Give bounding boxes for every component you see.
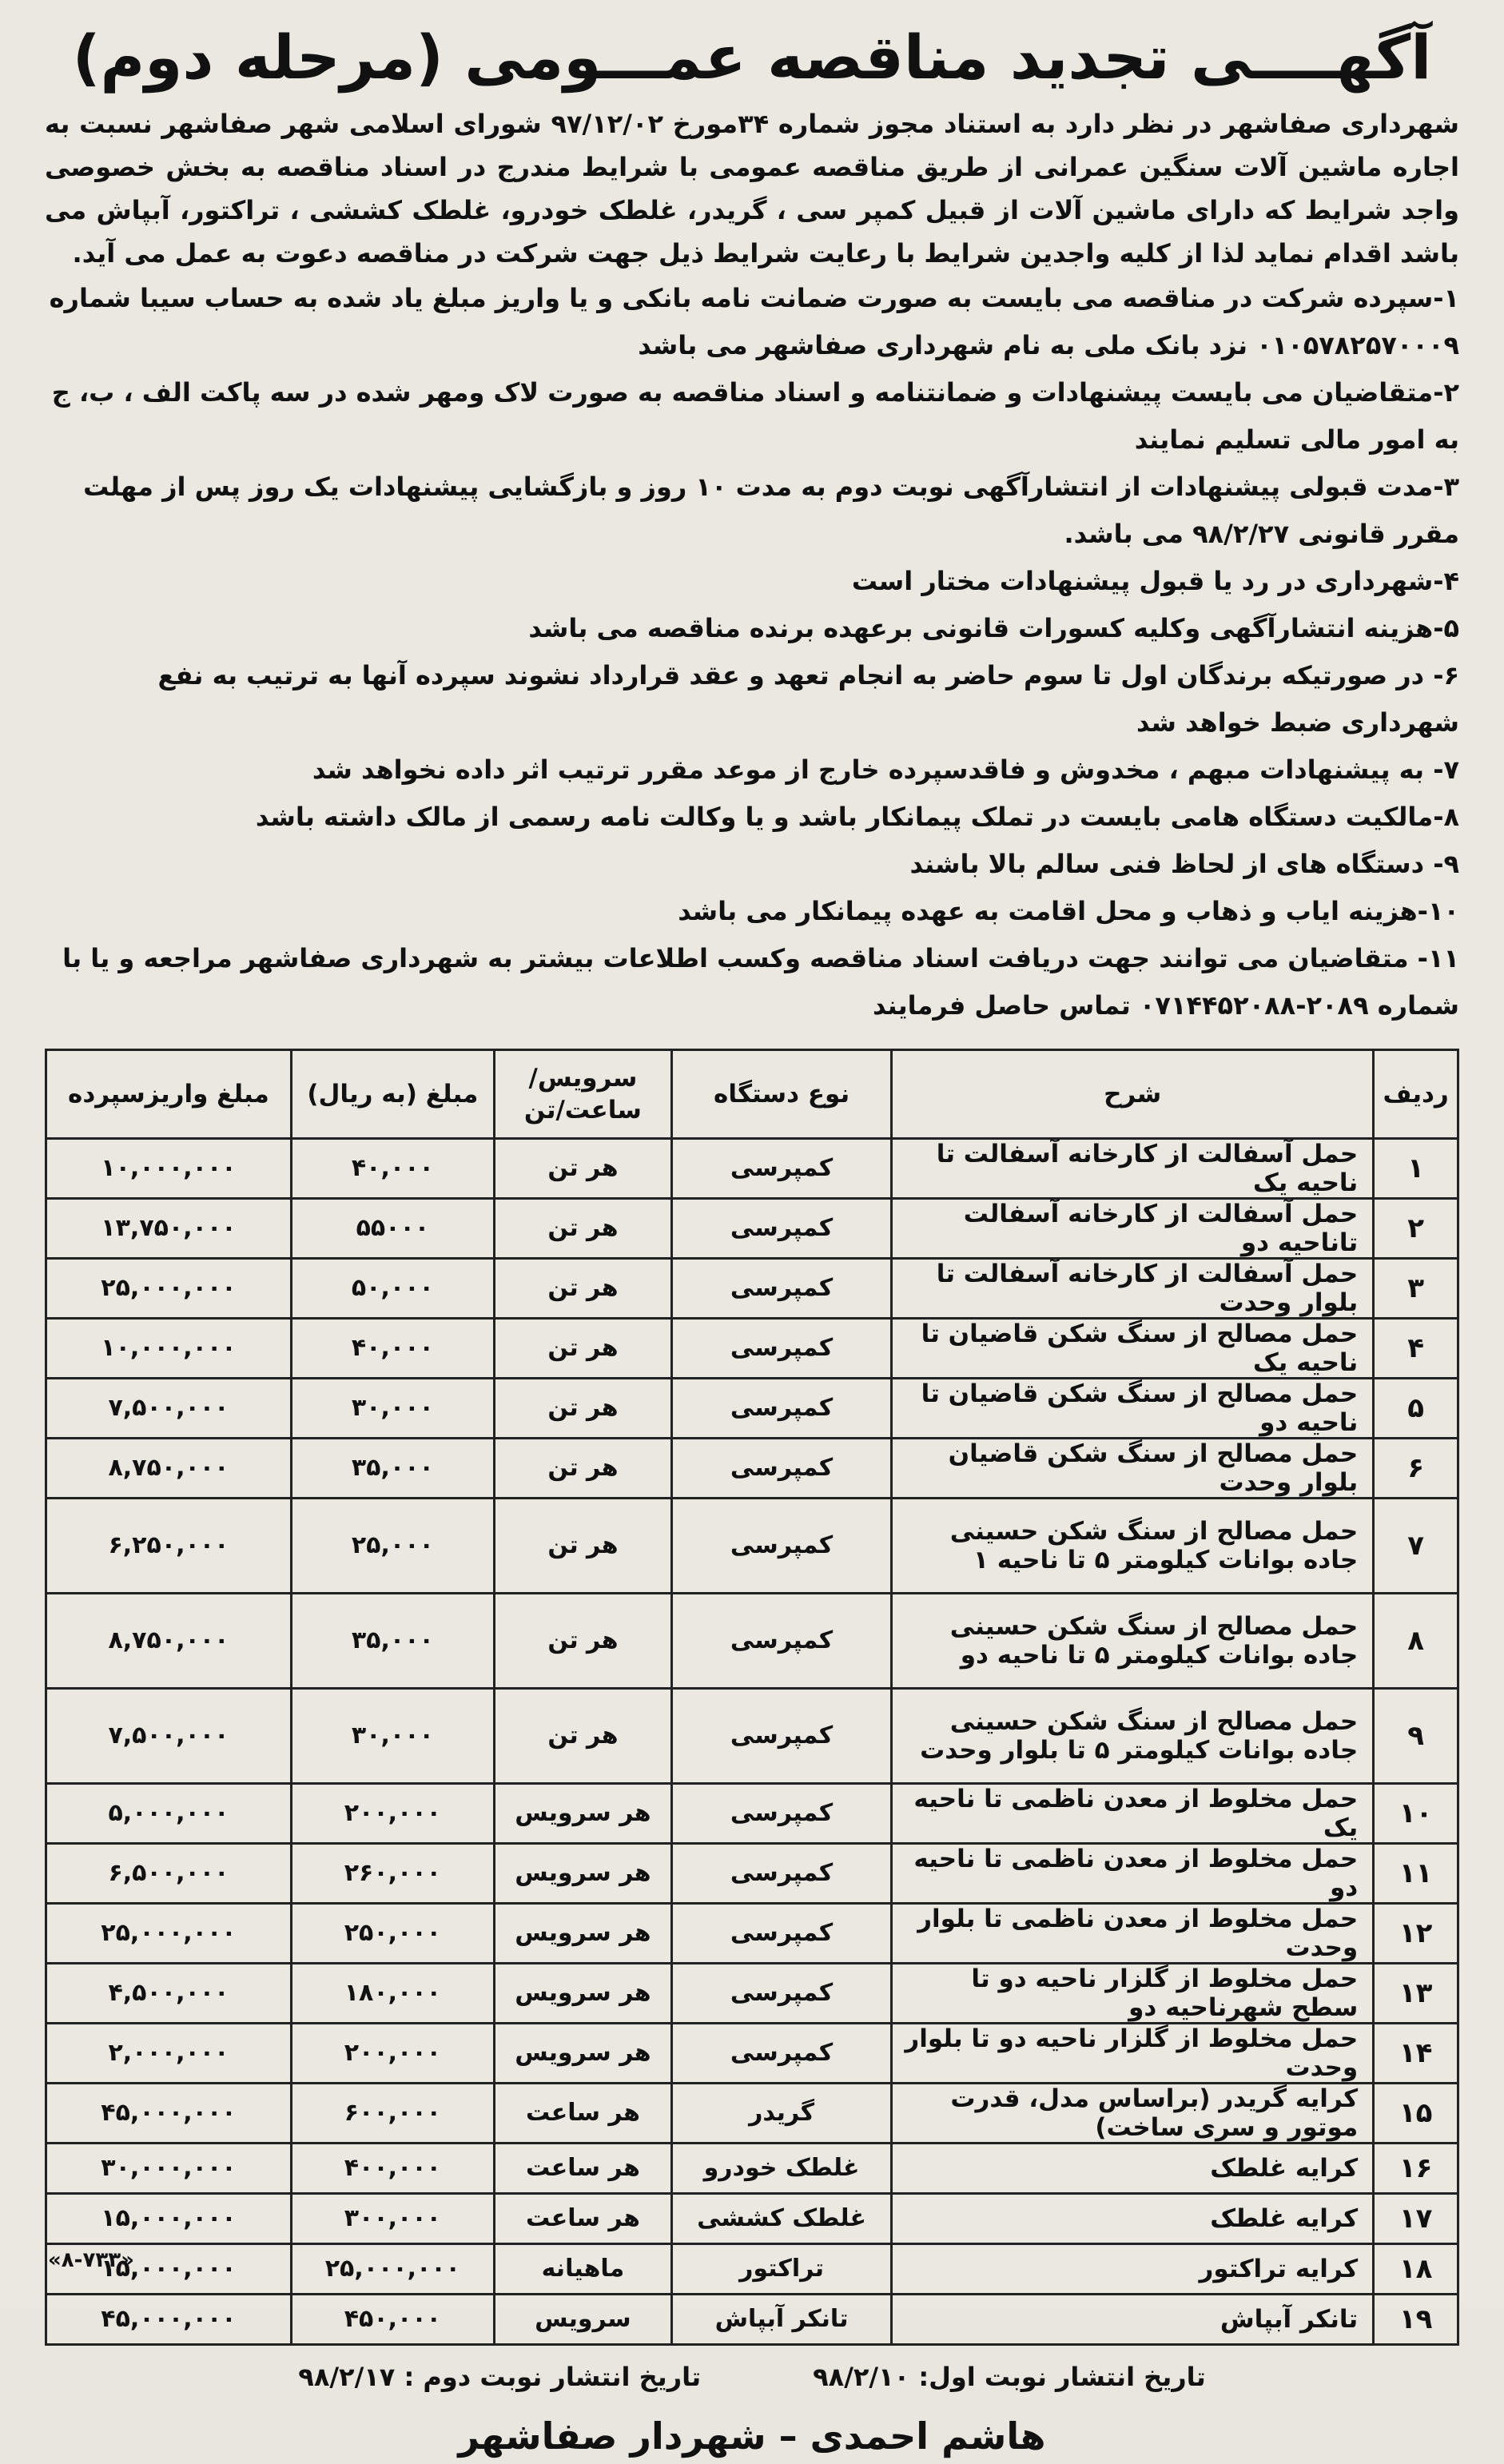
cell-unit: هر تن: [494, 1689, 671, 1784]
cell-price: ۲۵۰,۰۰۰: [291, 1904, 494, 1964]
cell-unit: هر تن: [494, 1319, 671, 1379]
header-deposit: مبلغ واریزسپرده: [46, 1050, 292, 1139]
cell-device-type: کمپرسی: [672, 1784, 892, 1844]
table-row: [46, 2084, 1458, 2144]
cell-device-type: کمپرسی: [672, 1259, 892, 1319]
cell-row-number: ۱۵: [1374, 2084, 1458, 2144]
cell-device-type: کمپرسی: [672, 1964, 892, 2024]
cell-description: حمل مخلوط از گلزار ناحیه دو تا سطح شهرناحیه دو: [892, 1964, 1374, 2024]
cell-row-number: ۹: [1374, 1689, 1458, 1784]
cell-deposit: ۱۵,۰۰۰,۰۰۰: [46, 2244, 292, 2295]
cell-unit: هر تن: [494, 1139, 671, 1199]
table-row: [46, 1689, 1458, 1784]
cell-device-type: کمپرسی: [672, 1199, 892, 1259]
term-item: ۷- به پیشنهادات مبهم ، مخدوش و فاقدسپرده خارج از موعد مقرر ترتیب اثر داده نخواهد شد: [312, 754, 1459, 785]
cell-unit: هر تن: [494, 1379, 671, 1439]
cell-row-number: ۱۳: [1374, 1964, 1458, 2024]
second-publication-date: تاریخ انتشار نوبت دوم : ۹۸/۲/۱۷: [298, 2362, 702, 2392]
table-row: [46, 1499, 1458, 1594]
cell-price: ۳۰,۰۰۰: [291, 1379, 494, 1439]
table-row: [46, 1594, 1458, 1689]
header-price: مبلغ (به ریال): [291, 1050, 494, 1139]
cell-unit: هر تن: [494, 1594, 671, 1689]
table-row: [46, 1784, 1458, 1844]
cell-deposit: ۶,۲۵۰,۰۰۰: [46, 1499, 292, 1594]
cell-deposit: ۱۰,۰۰۰,۰۰۰: [46, 1319, 292, 1379]
cell-price: ۴۰,۰۰۰: [291, 1319, 494, 1379]
cell-unit: هر تن: [494, 1439, 671, 1499]
header-row-number: ردیف: [1374, 1050, 1458, 1139]
cell-description: کرایه گریدر (براساس مدل، قدرت موتور و سری ساخت): [892, 2084, 1374, 2144]
cell-unit: هر سرویس: [494, 1844, 671, 1904]
cell-deposit: ۵,۰۰۰,۰۰۰: [46, 1784, 292, 1844]
cell-unit: هر ساعت: [494, 2194, 671, 2244]
cell-deposit: ۷,۵۰۰,۰۰۰: [46, 1689, 292, 1784]
cell-row-number: ۱۴: [1374, 2024, 1458, 2084]
term-item: ۱۰-هزینه ایاب و ذهاب و محل اقامت به عهده پیمانکار می باشد: [678, 896, 1459, 926]
table-row: [46, 1964, 1458, 2024]
cell-device-type: کمپرسی: [672, 1844, 892, 1904]
table-row: [46, 1319, 1458, 1379]
cell-row-number: ۲: [1374, 1199, 1458, 1259]
cell-row-number: ۱۱: [1374, 1844, 1458, 1904]
cell-unit: هر سرویس: [494, 2024, 671, 2084]
cell-unit: هر سرویس: [494, 1904, 671, 1964]
cell-price: ۲۵,۰۰۰,۰۰۰: [291, 2244, 494, 2295]
cell-device-type: کمپرسی: [672, 1319, 892, 1379]
table-row: [46, 2024, 1458, 2084]
cell-deposit: ۱۵,۰۰۰,۰۰۰: [46, 2194, 292, 2244]
cell-unit: ماهیانه: [494, 2244, 671, 2295]
cell-device-type: کمپرسی: [672, 1499, 892, 1594]
cell-description: حمل آسفالت از کارخانه آسفالت تاناحیه دو: [892, 1199, 1374, 1259]
cell-deposit: ۱۳,۷۵۰,۰۰۰: [46, 1199, 292, 1259]
term-item: ۱۱- متقاضیان می توانند جهت دریافت اسناد مناقصه وکسب اطلاعات بیشتر به شهرداری صفاشهر مراجعه و یا با شماره ۲۰۸۹-۰۷۱۴۴۵۲۰۸۸ تماس حاصل فرمایند: [62, 943, 1459, 1021]
cell-row-number: ۱۹: [1374, 2295, 1458, 2345]
cell-device-type: کمپرسی: [672, 1904, 892, 1964]
term-item: ۳-مدت قبولی پیشنهادات از انتشارآگهی نوبت دوم به مدت ۱۰ روز و بازگشایی پیشنهادات یک روز پس از مهلت مقرر قانونی ۹۸/۲/۲۷ می باشد.: [83, 472, 1459, 549]
table-body: [46, 1139, 1458, 2345]
cell-row-number: ۴: [1374, 1319, 1458, 1379]
table-row: [46, 2244, 1458, 2295]
cell-row-number: ۱۲: [1374, 1904, 1458, 1964]
cell-unit: هر تن: [494, 1199, 671, 1259]
cell-deposit: ۱۰,۰۰۰,۰۰۰: [46, 1139, 292, 1199]
cell-row-number: ۸: [1374, 1594, 1458, 1689]
cell-deposit: ۳۰,۰۰۰,۰۰۰: [46, 2144, 292, 2194]
cell-row-number: ۶: [1374, 1439, 1458, 1499]
term-item: ۹- دستگاه های از لحاظ فنی سالم بالا باشند: [909, 849, 1459, 879]
table-row: [46, 2295, 1458, 2345]
cell-description: حمل مصالح از سنگ شکن قاضیان تا ناحیه یک: [892, 1319, 1374, 1379]
table-row: [46, 1139, 1458, 1199]
cell-unit: هر ساعت: [494, 2084, 671, 2144]
cell-device-type: کمپرسی: [672, 1439, 892, 1499]
cell-price: ۴۰۰,۰۰۰: [291, 2144, 494, 2194]
cell-deposit: ۲۵,۰۰۰,۰۰۰: [46, 1904, 292, 1964]
term-item: ۲-متقاضیان می بایست پیشنهادات و ضمانتنامه و اسناد مناقصه به صورت لاک ومهر شده در سه پاکت الف ، ب، ج به امور مالی تسلیم نمایند: [51, 377, 1459, 455]
cell-row-number: ۷: [1374, 1499, 1458, 1594]
cell-description: حمل مخلوط از معدن ناظمی تا بلوار وحدت: [892, 1904, 1374, 1964]
header-device-type: نوع دستگاه: [672, 1050, 892, 1139]
cell-description: حمل آسفالت از کارخانه آسفالت تا بلوار وحدت: [892, 1259, 1374, 1319]
publication-dates: [45, 2357, 1459, 2397]
term-item: ۴-شهرداری در رد یا قبول پیشنهادات مختار است: [851, 566, 1459, 596]
intro-paragraph: شهرداری صفاشهر در نظر دارد به استناد مجوز شماره ۳۴مورخ ۹۷/۱۲/۰۲ شورای اسلامی شهر صفاشهر نسبت به اجاره ماشین آلات سنگین عمرانی از طریق مناقصه عمومی با شرایط مندرج در اسناد مناقصه به بخش خصوصی واجد شرایط که دارای ماشین آلات از قبیل کمپر سی ، گریدر، غلطک خودرو، غلطک کششی ، تراکتور، آبپاش می باشد اقدام نماید لذا از کلیه واجدین شرایط با رعایت شرایط ذیل جهت شرکت در مناقصه دعوت به عمل می آید.: [45, 109, 1460, 269]
cell-deposit: ۴۵,۰۰۰,۰۰۰: [46, 2084, 292, 2144]
table-row: [46, 1259, 1458, 1319]
cell-device-type: غلطک خودرو: [672, 2144, 892, 2194]
term-item: ۱-سپرده شرکت در مناقصه می بایست به صورت ضمانت نامه بانکی و یا واریز مبلغ یاد شده به حساب سیبا شماره ۰۱۰۵۷۸۲۵۷۰۰۰۹ نزد بانک ملی به نام شهرداری صفاشهر می باشد: [49, 283, 1459, 360]
cell-description: حمل مصالح از سنگ شکن حسینی جاده بوانات کیلومتر ۵ تا ناحیه ۱: [892, 1499, 1374, 1594]
header-unit: سرویس/ ساعت/تن: [494, 1050, 671, 1139]
cell-deposit: ۷,۵۰۰,۰۰۰: [46, 1379, 292, 1439]
cell-price: ۴۰,۰۰۰: [291, 1139, 494, 1199]
cell-deposit: ۶,۵۰۰,۰۰۰: [46, 1844, 292, 1904]
cell-price: ۳۰۰,۰۰۰: [291, 2194, 494, 2244]
cell-description: حمل آسفالت از کارخانه آسفالت تا ناحیه یک: [892, 1139, 1374, 1199]
cell-device-type: کمپرسی: [672, 1689, 892, 1784]
cell-price: ۴۵۰,۰۰۰: [291, 2295, 494, 2345]
cell-description: حمل مصالح از سنگ شکن قاضیان بلوار وحدت: [892, 1439, 1374, 1499]
cell-row-number: ۳: [1374, 1259, 1458, 1319]
cell-description: حمل مصالح از سنگ شکن حسینی جاده بوانات کیلومتر ۵ تا بلوار وحدت: [892, 1689, 1374, 1784]
cell-row-number: ۱۶: [1374, 2144, 1458, 2194]
cell-device-type: کمپرسی: [672, 1379, 892, 1439]
cell-price: ۳۵,۰۰۰: [291, 1439, 494, 1499]
cell-description: حمل مخلوط از معدن ناظمی تا ناحیه دو: [892, 1844, 1374, 1904]
cell-description: کرایه غلطک: [892, 2144, 1374, 2194]
notice-code: «۸-۷۳۳»: [48, 2248, 134, 2272]
cell-price: ۵۵۰۰۰: [291, 1199, 494, 1259]
cell-unit: هر سرویس: [494, 1784, 671, 1844]
cell-unit: هر تن: [494, 1259, 671, 1319]
cell-description: حمل مخلوط از گلزار ناحیه دو تا بلوار وحدت: [892, 2024, 1374, 2084]
signature: هاشم احمدی – شهردار صفاشهر: [458, 2414, 1046, 2458]
table-row: [46, 1439, 1458, 1499]
cell-description: حمل مصالح از سنگ شکن حسینی جاده بوانات کیلومتر ۵ تا ناحیه دو: [892, 1594, 1374, 1689]
cell-description: کرایه غلطک: [892, 2194, 1374, 2244]
notice-title: آگهــــی تجدید مناقصه عمـــومی (مرحله دوم): [72, 22, 1432, 93]
cell-deposit: ۸,۷۵۰,۰۰۰: [46, 1439, 292, 1499]
table-row: [46, 2194, 1458, 2244]
cell-device-type: کمپرسی: [672, 1139, 892, 1199]
cell-unit: هر سرویس: [494, 1964, 671, 2024]
cell-price: ۳۵,۰۰۰: [291, 1594, 494, 1689]
cell-description: حمل مصالح از سنگ شکن قاضیان تا ناحیه دو: [892, 1379, 1374, 1439]
cell-device-type: گریدر: [672, 2084, 892, 2144]
cell-device-type: تراکتور: [672, 2244, 892, 2295]
cell-unit: سرویس: [494, 2295, 671, 2345]
term-item: ۵-هزینه انتشارآگهی وکلیه کسورات قانونی برعهده برنده مناقصه می باشد: [528, 613, 1459, 643]
cell-description: کرایه تراکتور: [892, 2244, 1374, 2295]
cell-description: حمل مخلوط از معدن ناظمی تا ناحیه یک: [892, 1784, 1374, 1844]
cell-price: ۲۰۰,۰۰۰: [291, 1784, 494, 1844]
cell-unit: هر تن: [494, 1499, 671, 1594]
table-row: [46, 1379, 1458, 1439]
cell-price: ۱۸۰,۰۰۰: [291, 1964, 494, 2024]
term-item: ۶- در صورتیکه برندگان اول تا سوم حاضر به انجام تعهد و عقد قرارداد نشوند سپرده آنها به ترتیب به نفع شهرداری ضبط خواهد شد: [157, 660, 1459, 738]
cell-deposit: ۴۵,۰۰۰,۰۰۰: [46, 2295, 292, 2345]
header-description: شرح: [892, 1050, 1374, 1139]
cell-row-number: ۱: [1374, 1139, 1458, 1199]
cell-device-type: کمپرسی: [672, 2024, 892, 2084]
table-row: [46, 1844, 1458, 1904]
cell-deposit: ۲۵,۰۰۰,۰۰۰: [46, 1259, 292, 1319]
cell-price: ۲۶۰,۰۰۰: [291, 1844, 494, 1904]
term-item: ۸-مالکیت دستگاه هامی بایست در تملک پیمانکار باشد و یا وکالت نامه رسمی از مالک داشته باشد: [255, 802, 1459, 832]
cell-price: ۵۰,۰۰۰: [291, 1259, 494, 1319]
table-row: [46, 1904, 1458, 1964]
cell-price: ۳۰,۰۰۰: [291, 1689, 494, 1784]
cell-deposit: ۴,۵۰۰,۰۰۰: [46, 1964, 292, 2024]
cell-device-type: غلطک کششی: [672, 2194, 892, 2244]
cell-deposit: ۸,۷۵۰,۰۰۰: [46, 1594, 292, 1689]
cell-row-number: ۵: [1374, 1379, 1458, 1439]
cell-price: ۲۵,۰۰۰: [291, 1499, 494, 1594]
cell-device-type: کمپرسی: [672, 1594, 892, 1689]
table-header-row: [46, 1050, 1458, 1139]
cell-price: ۲۰۰,۰۰۰: [291, 2024, 494, 2084]
terms-list: [45, 275, 1459, 1029]
table-row: [46, 2144, 1458, 2194]
cell-unit: هر ساعت: [494, 2144, 671, 2194]
tender-items-table: [45, 1049, 1459, 2346]
cell-price: ۶۰۰,۰۰۰: [291, 2084, 494, 2144]
cell-deposit: ۲,۰۰۰,۰۰۰: [46, 2024, 292, 2084]
cell-description: تانکر آبپاش: [892, 2295, 1374, 2345]
cell-device-type: تانکر آبپاش: [672, 2295, 892, 2345]
first-publication-date: تاریخ انتشار نوبت اول: ۹۸/۲/۱۰: [813, 2362, 1206, 2392]
cell-row-number: ۱۸: [1374, 2244, 1458, 2295]
cell-row-number: ۱۷: [1374, 2194, 1458, 2244]
cell-row-number: ۱۰: [1374, 1784, 1458, 1844]
table-row: [46, 1199, 1458, 1259]
